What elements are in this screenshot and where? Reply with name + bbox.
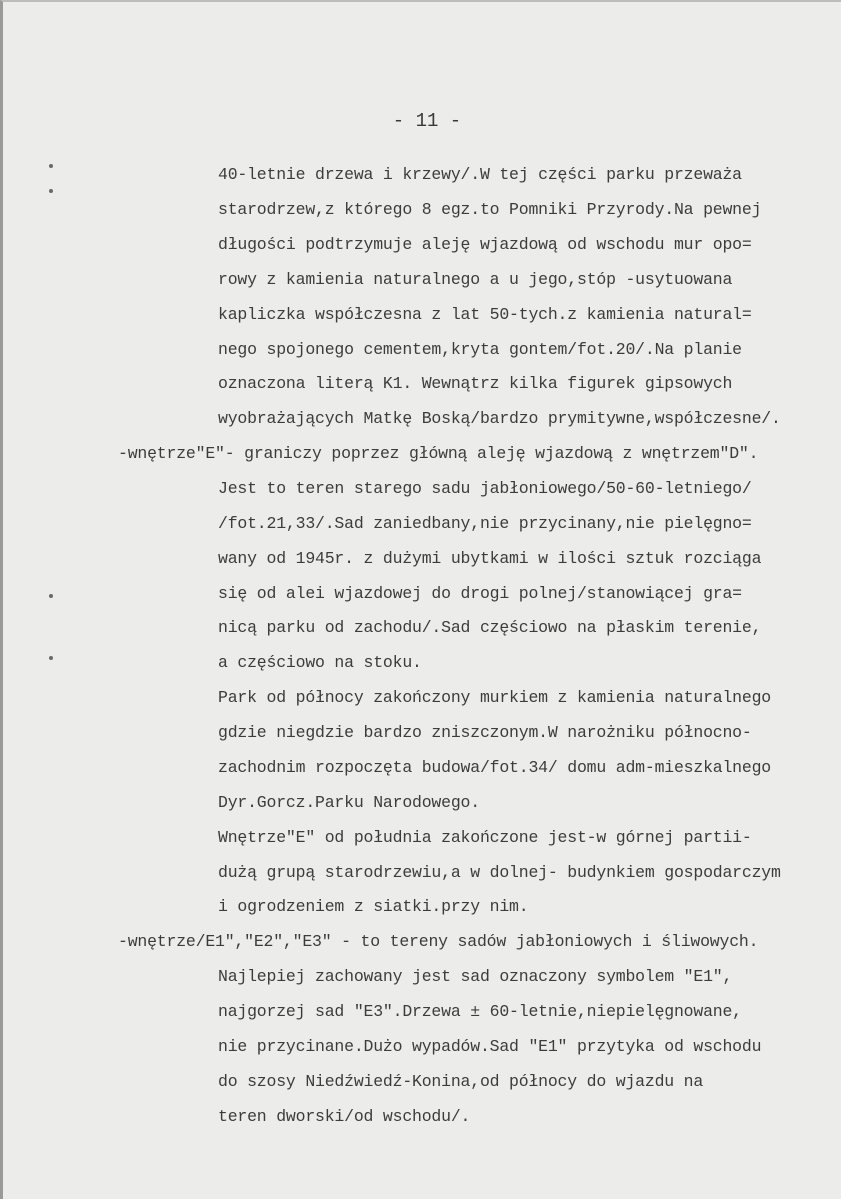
text-line: a częściowo na stoku.	[218, 653, 422, 672]
text-line: rowy z kamienia naturalnego a u jego,stóp -usytuowana	[218, 270, 733, 289]
text-line: dużą grupą starodrzewiu,a w dolnej- budynkiem gospodarczym	[218, 863, 781, 882]
margin-mark	[49, 656, 53, 660]
text-line: nego spojonego cementem,kryta gontem/fot.20/.Na planie	[218, 340, 742, 359]
text-line: Jest to teren starego sadu jabłoniowego/50-60-letniego/	[218, 479, 752, 498]
text-line: Park od północy zakończony murkiem z kamienia naturalnego	[218, 688, 771, 707]
text-line: /fot.21,33/.Sad zaniedbany,nie przycinany,nie pielęgno=	[218, 514, 752, 533]
text-line: Najlepiej zachowany jest sad oznaczony symbolem "E1",	[218, 967, 733, 986]
text-line: nicą parku od zachodu/.Sad częściowo na płaskim terenie,	[218, 618, 762, 637]
text-line: oznaczona literą K1. Wewnątrz kilka figurek gipsowych	[218, 374, 733, 393]
text-line: kapliczka współczesna z lat 50-tych.z kamienia natural=	[218, 305, 752, 324]
margin-mark	[49, 164, 53, 168]
text-line: się od alei wjazdowej do drogi polnej/stanowiącej gra=	[218, 584, 742, 603]
text-line: długości podtrzymuje aleję wjazdową od wschodu mur opo=	[218, 235, 752, 254]
text-line: -wnętrze/E1","E2","E3" - to tereny sadów jabłoniowych i śliwowych.	[118, 932, 759, 951]
text-line: wany od 1945r. z dużymi ubytkami w ilości sztuk rozciąga	[218, 549, 762, 568]
margin-mark	[49, 594, 53, 598]
text-line: gdzie niegdzie bardzo zniszczonym.W narożniku północno-	[218, 723, 752, 742]
text-line: teren dworski/od wschodu/.	[218, 1107, 471, 1126]
text-line: nie przycinane.Dużo wypadów.Sad "E1" przytyka od wschodu	[218, 1037, 762, 1056]
text-line: 40-letnie drzewa i krzewy/.W tej części parku przeważa	[218, 165, 742, 184]
text-line: Wnętrze"E" od południa zakończone jest-w górnej partii-	[218, 828, 752, 847]
text-line: starodrzew,z którego 8 egz.to Pomniki Przyrody.Na pewnej	[218, 200, 762, 219]
text-line: i ogrodzeniem z siatki.przy nim.	[218, 897, 529, 916]
text-line: -wnętrze"E"- graniczy poprzez główną aleję wjazdową z wnętrzem"D".	[118, 444, 759, 463]
text-line: Dyr.Gorcz.Parku Narodowego.	[218, 793, 480, 812]
page-number: - 11 -	[392, 110, 462, 132]
margin-mark	[49, 189, 53, 193]
text-line: wyobrażających Matkę Boską/bardzo prymitywne,współczesne/.	[218, 409, 781, 428]
text-line: do szosy Niedźwiedź-Konina,od północy do wjazdu na	[218, 1072, 704, 1091]
text-line: zachodnim rozpoczęta budowa/fot.34/ domu adm-mieszkalnego	[218, 758, 771, 777]
text-line: najgorzej sad "E3".Drzewa ± 60-letnie,niepielęgnowane,	[218, 1002, 742, 1021]
